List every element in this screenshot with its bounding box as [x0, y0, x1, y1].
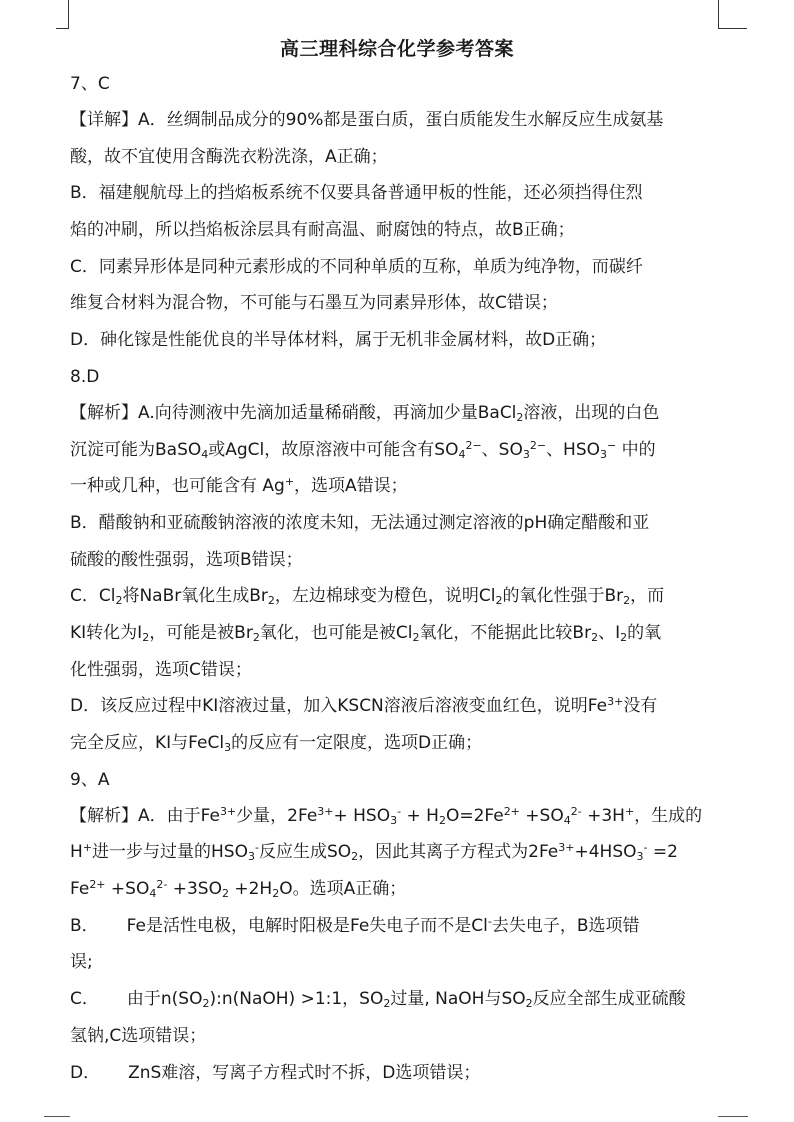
crop-mark-bottom-left [44, 1116, 70, 1117]
page-title: 高三理科综合化学参考答案 [279, 38, 514, 60]
q8-answer-number: 8.D [70, 366, 100, 387]
q7-line-7: D．砷化镓是性能优良的半导体材料，属于无机非金属材料，故D正确； [70, 330, 607, 351]
q8-line-5: 硫酸的酸性强弱，选项B错误； [70, 549, 303, 570]
q8-line-2: 沉淀可能为BaSO$_4$或AgCl，故原溶液中可能含有$SO_4^{2-}$、$SO_3^{2-}$、$HSO_3^-$ 中的 [70, 438, 656, 461]
q8-line-10: 完全反应，KI与FeCl$_3$的反应有一定限度，选项D正确； [70, 733, 483, 754]
q8-line-4: B．醋酸钠和亚硫酸钠溶液的浓度未知，无法通过测定溶液的pH确定醋酸和亚 [70, 512, 650, 533]
q9-line-6: C． 由于$n(SO_2):n(NaOH)$ >1:1，$SO_2$过量, NaOH与$SO_2$反应全部生成亚硫酸 [70, 989, 686, 1011]
q7-line-2: 酸，故不宜使用含酶洗衣粉洗涤，A正确； [70, 146, 388, 167]
q9-line-2: H+进一步与过量的$HSO_3^-$反应生成$SO_2$，因此其离子方程式为$2Fe^{3+}+4HSO_3^- =2$ [70, 841, 678, 864]
q9-line-1: 【解析】A．由于$Fe^{3+}$少量，$2Fe^{3+}+ HSO_3^- + H_2O=2Fe^{2+} +SO_4^{2-} +3H^+$，生成的 [70, 804, 703, 827]
q7-line-6: 维复合材料为混合物，不可能与石墨互为同素异形体，故C错误； [70, 293, 558, 314]
q9-line-5: 误; [70, 952, 93, 973]
q8-line-6: C．$Cl_2$将NaBr氧化生成$Br_2$，左边棉球变为橙色，说明$Cl_2$的氧化性强于$Br_2$，而 [70, 586, 665, 608]
q8-line-9: D．该反应过程中KI溶液过量，加入KSCN溶液后溶液变血红色，说明$Fe^{3+}$没有 [70, 695, 658, 717]
q8-line-8: 化性强弱，选项C错误； [70, 659, 252, 680]
q9-line-4: B． Fe是活性电极，电解时阳极是Fe失电子而不是Cl-去失电子，B选项错 [70, 914, 640, 936]
q8-line-3: 一种或几种，也可能含有 Ag+，选项A错误； [70, 475, 408, 497]
q7-line-1: 【详解】A．丝绸制品成分的90%都是蛋白质，蛋白质能发生水解反应生成氨基 [70, 110, 664, 130]
q9-line-3: $Fe^{2+} +SO_4^{2-} +3SO_2 +2H_2O$。选项A正确； [70, 878, 407, 901]
answer-body [70, 66, 730, 1091]
q7-answer-number: 7、C [70, 74, 110, 94]
q8-line-7: KI转化为$I_2$，可能是被$Br_2$氧化，也可能是被$Cl_2$氧化，不能据此比较$Br_2$、$I_2$的氧 [70, 622, 662, 644]
q9-line-7: 氢钠,C选项错误； [70, 1025, 207, 1046]
crop-mark-top-left [56, 0, 69, 29]
q7-line-5: C．同素异形体是同种元素形成的不同种单质的互称，单质为纯净物，而碳纤 [70, 256, 643, 277]
crop-mark-bottom-right [718, 1116, 748, 1117]
q9-answer-number: 9、A [70, 769, 110, 790]
q7-line-3: B．福建舰航母上的挡焰板系统不仅要具备普通甲板的性能，还必须挡得住烈 [70, 183, 643, 204]
q7-line-4: 焰的冲刷，所以挡焰板涂层具有耐高温、耐腐蚀的特点，故B正确； [70, 220, 575, 241]
q9-line-8: D． ZnS难溶，写离子方程式时不拆，D选项错误； [70, 1062, 481, 1083]
q8-line-1: 【解析】A.向待测液中先滴加适量稀硝酸，再滴加少量BaCl$_2$溶液，出现的白色 [70, 402, 660, 424]
crop-mark-top-right [718, 0, 747, 29]
